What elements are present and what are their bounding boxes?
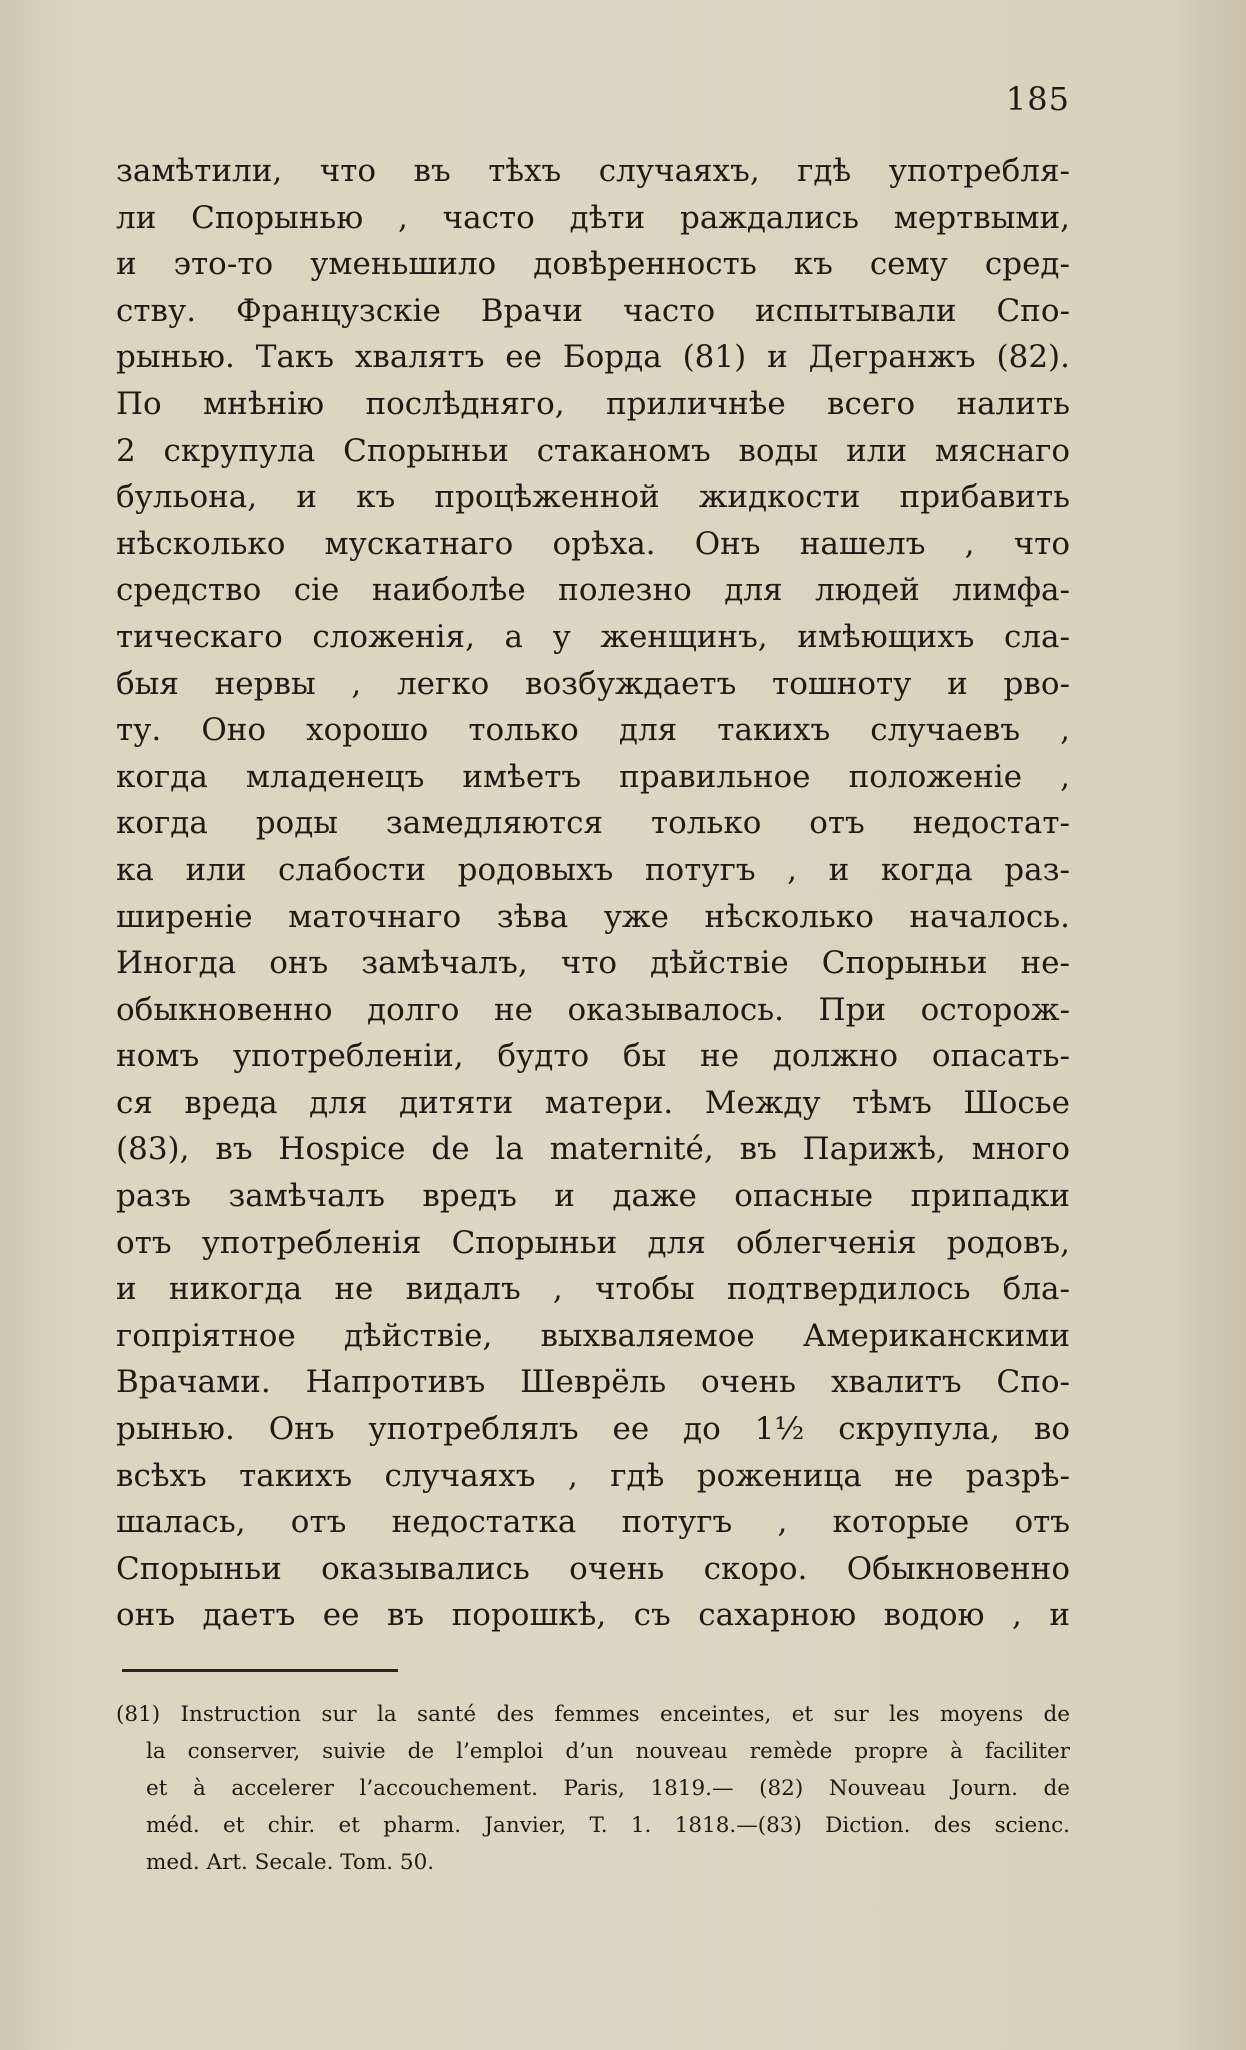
body-line: всѣхъ такихъ случаяхъ , гдѣ роженица не разрѣ- [116,1457,1070,1494]
body-line: отъ употребленія Спорыньи для облегченія родовъ, [116,1224,1070,1261]
body-line: номъ употребленіи, будто бы не должно опасать- [116,1038,1070,1075]
body-line: обыкновенно долго не оказывалось. При осторож- [116,991,1070,1028]
body-line: онъ даетъ ее въ порошкѣ, съ сахарною водою , и [116,1597,1070,1634]
footnote-line: méd. et chir. et pharm. Janvier, T. 1. 1818.—(83) Diction. des scienc. [146,1813,1070,1838]
body-line: нѣсколько мускатнаго орѣха. Онъ нашелъ , что [116,525,1070,562]
body-line: ширеніе маточнаго зѣва уже нѣсколько началось. [116,898,1070,935]
body-line: когда роды замедляются только отъ недостат- [116,805,1070,842]
body-line: шалась, отъ недостатка потугъ , которые отъ [116,1504,1070,1541]
body-line: Спорыньи оказывались очень скоро. Обыкновенно [116,1550,1070,1587]
body-line: разъ замѣчалъ вредъ и даже опасные припадки [116,1178,1070,1215]
body-line: бульона, и къ процѣженной жидкости прибавить [116,479,1070,516]
body-line: и это-то уменьшило довѣренность къ сему сред- [116,246,1070,283]
body-line: (83), въ Hospice de la maternité, въ Парижѣ, много [116,1131,1070,1168]
body-line: ту. Оно хорошо только для такихъ случаевъ , [116,712,1070,749]
body-line: когда младенецъ имѣетъ правильное положеніе , [116,758,1070,795]
body-line: тическаго сложенія, а у женщинъ, имѣющихъ сла- [116,618,1070,655]
footnote-line: (81) Instruction sur la santé des femmes enceintes, et sur les moyens de [116,1702,1070,1727]
body-line: и никогда не видалъ , чтобы подтвердилось бла- [116,1271,1070,1308]
body-line: ли Спорынью , часто дѣти раждались мертвыми, [116,199,1070,236]
body-line: рынью. Такъ хвалятъ ее Борда (81) и Дегранжъ (82). [116,339,1070,376]
page-number: 185 [1005,80,1070,118]
body-line: гопріятное дѣйствіе, выхваляемое Американскими [116,1317,1070,1354]
body-line: замѣтили, что въ тѣхъ случаяхъ, гдѣ употребля- [116,153,1070,189]
body-line: По мнѣнію послѣдняго, приличнѣе всего налить [116,385,1070,422]
body-line: ся вреда для дитяти матери. Между тѣмъ Шосье [116,1084,1070,1121]
footnote-line: med. Art. Secale. Tom. 50. [146,1850,435,1875]
body-text [116,148,1070,1639]
body-line: рынью. Онъ употреблялъ ее до 1½ скрупула, во [116,1411,1070,1448]
body-line: ка или слабости родовыхъ потугъ , и когда раз- [116,851,1070,888]
footnote-line: la conserver, suivie de l’emploi d’un nouveau remède propre à faciliter [146,1739,1070,1764]
footnote-line: et à accelerer l’accouchement. Paris, 1819.— (82) Nouveau Journ. de [146,1776,1070,1801]
body-line: Врачами. Напротивъ Шеврёль очень хвалитъ Спо- [116,1364,1070,1401]
footnotes [116,1696,1070,1881]
footnote-separator [122,1669,398,1672]
body-line: быя нервы , легко возбуждаетъ тошноту и рво- [116,665,1070,702]
body-line: 2 скрупула Спорыньи стаканомъ воды или мяснаго [116,432,1070,469]
body-line: средство сіе наиболѣе полезно для людей лимфа- [116,572,1070,609]
body-line: Иногда онъ замѣчалъ, что дѣйствіе Спорыньи не- [116,945,1070,982]
body-line: ству. Французскіе Врачи часто испытывали Спо- [116,292,1070,329]
